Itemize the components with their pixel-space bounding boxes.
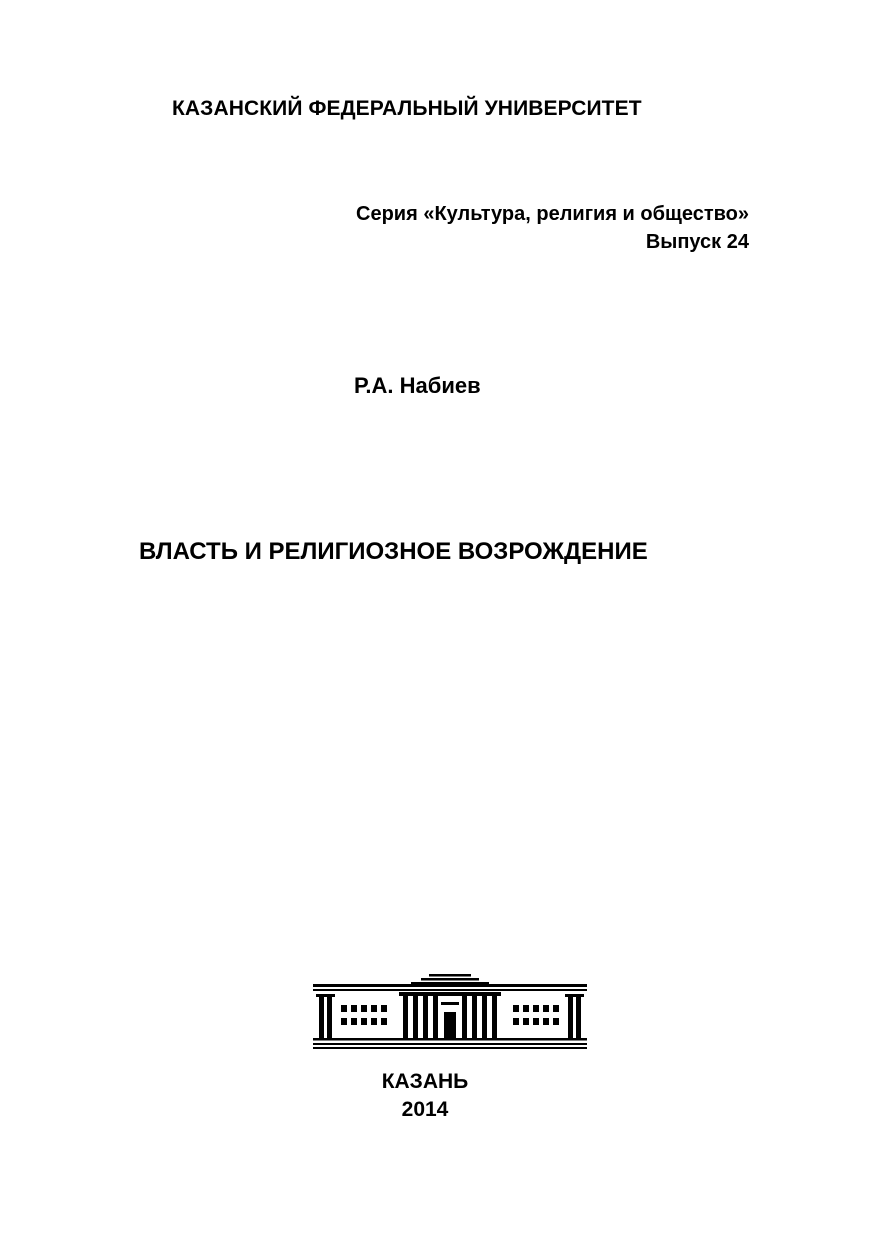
imprint-year: 2014 [401, 1098, 449, 1121]
university-building-icon [311, 972, 589, 1050]
book-title: ВЛАСТЬ И РЕЛИГИОЗНОЕ ВОЗРОЖДЕНИЕ [139, 538, 648, 565]
author-name: Р.А. Набиев [354, 373, 481, 398]
imprint [325, 1068, 525, 1124]
series-block [356, 200, 749, 256]
series-issue: Выпуск 24 [645, 231, 749, 253]
series-name: Серия «Культура, религия и общество» [356, 203, 749, 225]
imprint-city: КАЗАНЬ [381, 1070, 469, 1093]
university-name: КАЗАНСКИЙ ФЕДЕРАЛЬНЫЙ УНИВЕРСИТЕТ [172, 97, 642, 120]
